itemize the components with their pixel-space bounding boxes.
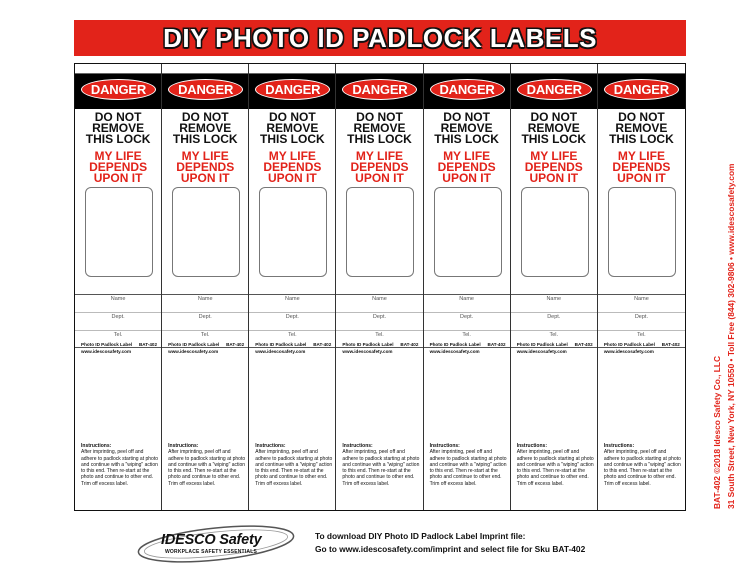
life-line: DEPENDS	[437, 160, 496, 174]
dept-field: Dept.	[598, 312, 685, 330]
label-top-strip	[424, 64, 510, 74]
warning-line: DO NOT	[269, 110, 316, 124]
label-fields	[249, 294, 335, 348]
dept-field: Dept.	[162, 312, 248, 330]
name-field: Name	[162, 294, 248, 312]
side-imprint	[710, 117, 740, 509]
label-fields	[162, 294, 248, 348]
instructions	[517, 443, 595, 487]
photo-area	[85, 187, 153, 277]
life-line: DEPENDS	[612, 160, 671, 174]
sku-info	[342, 341, 422, 355]
label-fields	[75, 294, 161, 348]
padlock-label	[75, 64, 162, 510]
danger-badge: DANGER	[342, 79, 417, 100]
sku-label: Photo ID Padlock Label	[603, 342, 655, 347]
warning-line: DO NOT	[94, 110, 142, 124]
life-line: MY LIFE	[443, 149, 491, 163]
life-line: MY LIFE	[94, 149, 142, 163]
life-line: UPON IT	[442, 171, 491, 185]
tel-field: Tel.	[75, 330, 161, 348]
label-fields	[424, 294, 510, 348]
life-line: UPON IT	[529, 171, 579, 185]
instructions-title: Instructions:	[516, 443, 547, 449]
photo-area	[608, 187, 676, 277]
label-fields	[336, 294, 422, 348]
warning-text	[75, 112, 161, 145]
instructions-body: After imprinting, peel off and adhere to padlock starting at photo and continue with a "wiping" action to this end. Then re-start at the photo and continue to other end. Trim off excess label.	[516, 449, 594, 487]
name-field: Name	[75, 294, 161, 312]
warning-text	[511, 112, 597, 145]
warning-line: REMOVE	[92, 121, 145, 135]
instructions	[255, 443, 333, 487]
instructions	[430, 443, 508, 487]
sku-code: BAT-402	[226, 342, 245, 347]
life-line: DEPENDS	[524, 160, 583, 174]
life-line: DEPENDS	[263, 160, 322, 174]
sku-code: BAT-402	[313, 342, 332, 347]
danger-badge: DANGER	[604, 79, 679, 100]
sku-code: BAT-402	[574, 342, 593, 347]
instructions-title: Instructions:	[168, 443, 199, 449]
name-field: Name	[424, 294, 510, 312]
sku-info	[81, 341, 161, 355]
photo-area	[172, 187, 240, 277]
life-line: DEPENDS	[176, 160, 235, 174]
danger-badge: DANGER	[168, 79, 243, 100]
dept-field: Dept.	[75, 312, 161, 330]
life-text	[162, 151, 248, 184]
instructions	[604, 443, 682, 487]
instructions	[168, 443, 246, 487]
life-text	[424, 151, 510, 184]
sku-website: www.idescosafety.com	[81, 349, 132, 354]
label-fields	[511, 294, 597, 348]
warning-line: REMOVE	[440, 121, 493, 135]
label-top-strip	[598, 64, 685, 74]
sku-info	[255, 341, 335, 355]
warning-line: THIS LOCK	[521, 132, 587, 146]
sku-code: BAT-402	[138, 342, 157, 347]
life-line: DEPENDS	[89, 160, 148, 174]
side-copyright: BAT-402 ©2018 Idesco Safety Co., LLC	[712, 355, 722, 509]
title-banner	[74, 20, 686, 56]
danger-badge: DANGER	[517, 79, 592, 100]
warning-text	[598, 112, 685, 145]
photo-area	[346, 187, 414, 277]
padlock-label	[598, 64, 685, 510]
life-text	[75, 151, 161, 184]
download-note-line1: To download DIY Photo ID Padlock Label Imprint file:	[315, 531, 526, 541]
life-text	[249, 151, 335, 184]
name-field: Name	[511, 294, 597, 312]
warning-line: DO NOT	[618, 110, 665, 124]
tel-field: Tel.	[424, 330, 510, 348]
label-sheet	[74, 63, 686, 511]
sku-info	[517, 341, 597, 355]
photo-area	[521, 187, 589, 277]
warning-line: DO NOT	[181, 110, 229, 124]
instructions-title: Instructions:	[342, 443, 373, 449]
sku-label: Photo ID Padlock Label	[81, 342, 133, 347]
warning-line: THIS LOCK	[172, 132, 238, 146]
photo-area	[434, 187, 502, 277]
life-line: UPON IT	[93, 171, 143, 185]
instructions-title: Instructions:	[603, 443, 635, 449]
sku-website: www.idescosafety.com	[342, 349, 393, 354]
warning-line: DO NOT	[443, 110, 490, 124]
life-text	[598, 151, 685, 184]
warning-line: THIS LOCK	[85, 132, 151, 146]
sku-website: www.idescosafety.com	[603, 349, 654, 354]
life-line: UPON IT	[180, 171, 230, 185]
sku-website: www.idescosafety.com	[168, 349, 219, 354]
life-line: UPON IT	[617, 171, 666, 185]
dept-field: Dept.	[424, 312, 510, 330]
warning-line: DO NOT	[356, 110, 403, 124]
sku-code: BAT-402	[400, 342, 419, 347]
instructions-body: After imprinting, peel off and adhere to padlock starting at photo and continue with a "wiping" action to this end. Then re-start at the photo and continue to other end. Trim off excess label.	[168, 449, 246, 487]
page-title: DIY PHOTO ID PADLOCK LABELS	[163, 22, 597, 53]
logo-text: IDESCO Safety	[161, 532, 262, 548]
sku-label: Photo ID Padlock Label	[255, 342, 307, 347]
download-note	[315, 530, 655, 556]
sku-website: www.idescosafety.com	[255, 349, 306, 354]
life-text	[511, 151, 597, 184]
tel-field: Tel.	[511, 330, 597, 348]
life-line: MY LIFE	[268, 149, 316, 163]
instructions-title: Instructions:	[81, 443, 112, 449]
label-top-strip	[511, 64, 597, 74]
tel-field: Tel.	[598, 330, 685, 348]
padlock-label	[336, 64, 423, 510]
sku-info	[604, 341, 684, 355]
warning-text	[424, 112, 510, 145]
instructions-body: After imprinting, peel off and adhere to padlock starting at photo and continue with a "wiping" action to this end. Then re-start at the photo and continue to other end. Trim off excess label.	[255, 449, 333, 487]
name-field: Name	[249, 294, 335, 312]
life-line: UPON IT	[355, 171, 404, 185]
instructions-body: After imprinting, peel off and adhere to padlock starting at photo and continue with a "wiping" action to this end. Then re-start at the photo and continue to other end. Trim off excess label.	[429, 449, 507, 487]
sku-info	[168, 341, 248, 355]
sku-website: www.idescosafety.com	[516, 349, 567, 354]
sku-label: Photo ID Padlock Label	[429, 342, 481, 347]
padlock-label	[249, 64, 336, 510]
padlock-label	[424, 64, 511, 510]
name-field: Name	[336, 294, 422, 312]
warning-line: THIS LOCK	[434, 132, 499, 146]
life-line: MY LIFE	[355, 149, 404, 163]
sku-info	[430, 341, 510, 355]
name-field: Name	[598, 294, 685, 312]
instructions-body: After imprinting, peel off and adhere to padlock starting at photo and continue with a "wiping" action to this end. Then re-start at the photo and continue to other end. Trim off excess label.	[81, 449, 158, 487]
warning-line: THIS LOCK	[347, 132, 412, 146]
side-address: 31 South Street, New York, NY 10550 • Toll Free (844) 302-9806 • www.idescosafety.com	[726, 163, 736, 509]
dept-field: Dept.	[511, 312, 597, 330]
logo-tagline: WORKPLACE SAFETY ESSENTIALS	[165, 549, 257, 555]
dept-field: Dept.	[249, 312, 335, 330]
life-line: MY LIFE	[530, 149, 578, 163]
instructions-body: After imprinting, peel off and adhere to padlock starting at photo and continue with a "wiping" action to this end. Then re-start at the photo and continue to other end. Trim off excess label.	[342, 449, 420, 487]
sku-website: www.idescosafety.com	[429, 349, 480, 354]
warning-text	[249, 112, 335, 145]
label-top-strip	[249, 64, 335, 74]
sku-code: BAT-402	[487, 342, 506, 347]
sku-label: Photo ID Padlock Label	[516, 342, 568, 347]
warning-text	[336, 112, 422, 145]
life-line: MY LIFE	[181, 149, 229, 163]
life-text	[336, 151, 422, 184]
instructions-body: After imprinting, peel off and adhere to padlock starting at photo and continue with a "wiping" action to this end. Then re-start at the photo and continue to other end. Trim off excess label.	[603, 449, 681, 487]
download-note-line2: Go to www.idescosafety.com/imprint and select file for Sku BAT-402	[315, 544, 586, 554]
warning-line: THIS LOCK	[260, 132, 325, 146]
label-top-strip	[336, 64, 422, 74]
life-line: UPON IT	[268, 171, 317, 185]
padlock-label	[511, 64, 598, 510]
warning-line: REMOVE	[179, 121, 232, 135]
danger-badge: DANGER	[81, 79, 156, 100]
instructions	[81, 443, 159, 487]
sku-label: Photo ID Padlock Label	[168, 342, 220, 347]
photo-area	[259, 187, 327, 277]
tel-field: Tel.	[249, 330, 335, 348]
label-top-strip	[75, 64, 161, 74]
dept-field: Dept.	[336, 312, 422, 330]
tel-field: Tel.	[336, 330, 422, 348]
warning-line: REMOVE	[527, 121, 580, 135]
label-fields	[598, 294, 685, 348]
danger-badge: DANGER	[255, 79, 330, 100]
warning-line: REMOVE	[615, 121, 668, 135]
warning-text	[162, 112, 248, 145]
life-line: DEPENDS	[350, 160, 409, 174]
sku-label: Photo ID Padlock Label	[342, 342, 394, 347]
instructions	[342, 443, 420, 487]
warning-line: REMOVE	[353, 121, 406, 135]
danger-badge: DANGER	[430, 79, 505, 100]
warning-line: DO NOT	[530, 110, 578, 124]
instructions-title: Instructions:	[429, 443, 460, 449]
instructions-title: Instructions:	[255, 443, 286, 449]
warning-line: THIS LOCK	[609, 132, 674, 146]
sku-code: BAT-402	[661, 342, 680, 347]
life-line: MY LIFE	[617, 149, 665, 163]
warning-line: REMOVE	[266, 121, 319, 135]
tel-field: Tel.	[162, 330, 248, 348]
padlock-label	[162, 64, 249, 510]
label-top-strip	[162, 64, 248, 74]
